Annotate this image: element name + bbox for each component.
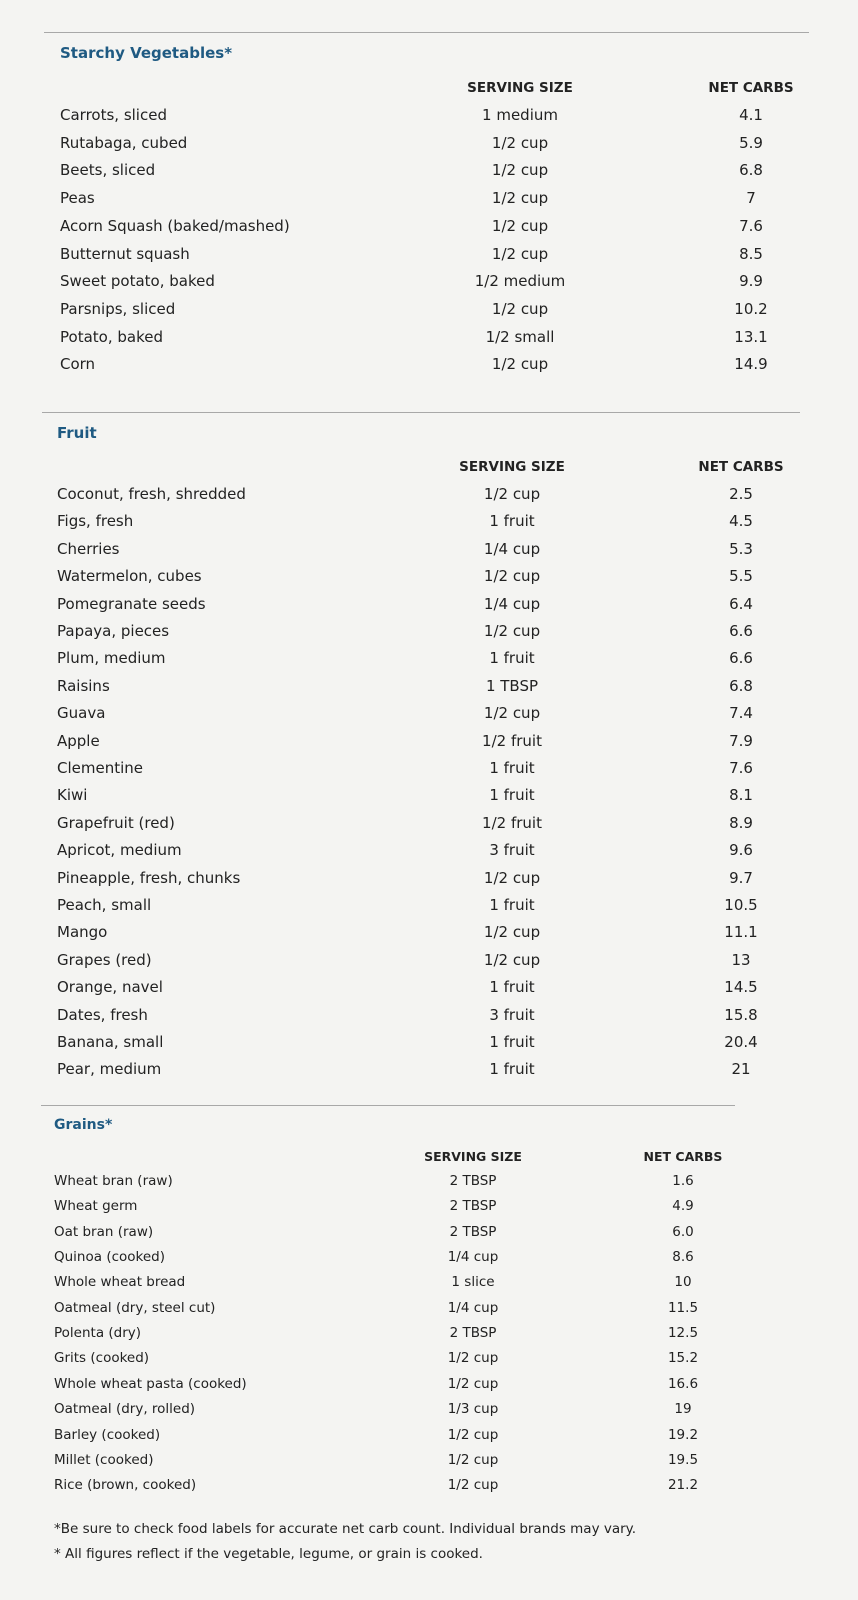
food-name: Raisins — [57, 676, 110, 695]
net-carbs-value: 14.5 — [724, 978, 758, 997]
serving-size: 1/2 cup — [447, 1350, 499, 1367]
serving-size: 1/2 fruit — [482, 731, 542, 750]
food-name: Rice (brown, cooked) — [54, 1477, 197, 1494]
section-title: Fruit — [57, 424, 97, 442]
net-carbs-value: 2.5 — [729, 485, 753, 503]
serving-size: 1/2 cup — [483, 868, 541, 887]
food-name: Guava — [57, 704, 106, 723]
net-carbs-value: 6.8 — [729, 676, 753, 695]
serving-size: 2 TBSP — [449, 1198, 497, 1215]
net-carbs-value: 5.3 — [729, 539, 753, 558]
serving-size: 1 fruit — [489, 1033, 535, 1051]
column-header-serving-size: SERVING SIZE — [424, 1149, 522, 1164]
column-header-net-carbs: NET CARBS — [643, 1149, 723, 1164]
net-carbs-value: 7.6 — [739, 216, 763, 235]
food-name: Oatmeal (dry, steel cut) — [54, 1299, 216, 1316]
net-carbs-value: 21.2 — [667, 1477, 699, 1494]
food-name: Polenta (dry) — [54, 1325, 142, 1342]
food-name: Kiwi — [57, 786, 88, 805]
serving-size: 1 fruit — [489, 512, 535, 531]
net-carbs-value: 4.5 — [729, 512, 753, 531]
food-name: Oat bran (raw) — [54, 1223, 154, 1240]
food-name: Orange, navel — [57, 978, 163, 997]
section-title: Starchy Vegetables* — [60, 44, 233, 62]
net-carbs-value: 7 — [746, 189, 756, 208]
net-carbs-value: 13.1 — [734, 327, 768, 346]
net-carbs-value: 11.1 — [724, 923, 758, 942]
food-name: Mango — [57, 923, 108, 942]
serving-size: 2 TBSP — [449, 1223, 497, 1240]
serving-size: 1/2 cup — [447, 1477, 499, 1494]
food-name: Peas — [60, 189, 95, 208]
serving-size: 1/4 cup — [447, 1299, 499, 1316]
section-divider — [44, 32, 809, 33]
serving-size: 3 fruit — [489, 1005, 535, 1024]
serving-size: 1/2 cup — [491, 355, 549, 374]
net-carbs-value: 12.5 — [667, 1325, 699, 1342]
serving-size: 1 slice — [451, 1274, 495, 1291]
column-header-serving-size: SERVING SIZE — [459, 459, 565, 475]
food-name: Whole wheat bread — [54, 1274, 186, 1291]
serving-size: 1/4 cup — [483, 594, 541, 613]
food-name: Corn — [60, 355, 96, 374]
net-carbs-value: 19 — [674, 1401, 692, 1418]
food-name: Plum, medium — [57, 649, 166, 668]
net-carbs-value: 8.6 — [672, 1249, 694, 1266]
net-carbs-value: 10 — [674, 1274, 692, 1291]
section-title: Grains* — [54, 1117, 113, 1133]
footnote-food-labels: *Be sure to check food labels for accurate net carb count. Individual brands may vary. — [54, 1521, 637, 1537]
serving-size: 1/2 cup — [483, 704, 541, 723]
serving-size: 1/2 cup — [483, 567, 541, 586]
net-carbs-value: 6.8 — [739, 161, 763, 180]
net-carbs-value: 7.6 — [729, 759, 753, 777]
food-name: Butternut squash — [60, 244, 190, 263]
serving-size: 1/2 cup — [447, 1426, 499, 1443]
food-name: Parsnips, sliced — [60, 299, 176, 318]
serving-size: 1/4 cup — [447, 1249, 499, 1266]
serving-size: 1/2 medium — [474, 272, 566, 291]
net-carbs-value: 9.7 — [729, 868, 753, 887]
serving-size: 1/4 cup — [483, 539, 541, 558]
serving-size: 1 fruit — [489, 759, 535, 777]
food-name: Barley (cooked) — [54, 1426, 161, 1443]
food-name: Wheat bran (raw) — [54, 1173, 173, 1189]
serving-size: 1/2 cup — [491, 244, 549, 263]
serving-size: 1/2 cup — [491, 299, 549, 318]
net-carbs-value: 6.6 — [729, 622, 753, 640]
food-name: Carrots, sliced — [60, 106, 167, 124]
serving-size: 1/3 cup — [447, 1401, 499, 1418]
food-name: Coconut, fresh, shredded — [57, 485, 246, 503]
food-name: Apple — [57, 731, 100, 750]
net-carbs-value: 9.9 — [739, 272, 763, 291]
food-name: Grapefruit (red) — [57, 813, 175, 832]
net-carbs-value: 7.4 — [729, 704, 753, 723]
serving-size: 1 fruit — [489, 978, 535, 997]
net-carbs-value: 10.2 — [734, 299, 768, 318]
net-carbs-value: 6.4 — [729, 594, 753, 613]
serving-size: 3 fruit — [489, 841, 535, 860]
food-name: Millet (cooked) — [54, 1451, 154, 1468]
serving-size: 1/2 cup — [447, 1451, 499, 1468]
net-carbs-value: 4.1 — [739, 106, 763, 124]
net-carbs-value: 13 — [731, 950, 751, 969]
food-name: Whole wheat pasta (cooked) — [54, 1375, 247, 1392]
net-carbs-value: 19.5 — [667, 1451, 699, 1468]
food-name: Papaya, pieces — [57, 622, 170, 640]
net-carbs-value: 8.1 — [729, 786, 753, 805]
food-name: Dates, fresh — [57, 1005, 148, 1024]
net-carbs-value: 14.9 — [734, 355, 768, 374]
food-name: Grapes (red) — [57, 950, 152, 969]
net-carbs-value: 5.9 — [739, 133, 763, 152]
column-header-net-carbs: NET CARBS — [698, 459, 784, 475]
food-name: Sweet potato, baked — [60, 272, 215, 291]
column-header-serving-size: SERVING SIZE — [467, 80, 573, 96]
food-name: Banana, small — [57, 1033, 164, 1051]
net-carbs-value: 5.5 — [729, 567, 753, 586]
food-name: Cherries — [57, 539, 120, 558]
food-name: Pear, medium — [57, 1060, 162, 1079]
food-name: Figs, fresh — [57, 512, 134, 531]
serving-size: 1/2 cup — [483, 923, 541, 942]
net-carbs-value: 6.6 — [729, 649, 753, 668]
serving-size: 1/2 cup — [483, 950, 541, 969]
serving-size: 1 fruit — [489, 1060, 535, 1079]
net-carbs-value: 19.2 — [667, 1426, 699, 1443]
net-carbs-value: 16.6 — [667, 1375, 699, 1392]
food-name: Apricot, medium — [57, 841, 182, 860]
net-carbs-value: 15.8 — [724, 1005, 758, 1024]
food-name: Grits (cooked) — [54, 1350, 150, 1367]
serving-size: 1 fruit — [489, 786, 535, 805]
net-carbs-value: 21 — [731, 1060, 751, 1079]
serving-size: 1/2 small — [485, 327, 555, 346]
serving-size: 1 medium — [482, 106, 558, 124]
food-name: Potato, baked — [60, 327, 163, 346]
net-carbs-value: 9.6 — [729, 841, 753, 860]
net-carbs-value: 8.5 — [739, 244, 763, 263]
food-name: Pineapple, fresh, chunks — [57, 868, 241, 887]
section-divider — [41, 1105, 735, 1106]
food-name: Clementine — [57, 759, 144, 777]
serving-size: 1/2 fruit — [482, 813, 542, 832]
serving-size: 1 fruit — [489, 896, 535, 914]
column-header-net-carbs: NET CARBS — [708, 80, 794, 96]
serving-size: 1 fruit — [489, 649, 535, 668]
net-carbs-value: 6.0 — [672, 1223, 694, 1240]
food-name: Beets, sliced — [60, 161, 156, 180]
net-carbs-value: 15.2 — [667, 1350, 699, 1367]
food-name: Wheat germ — [54, 1198, 138, 1215]
footnote-cooked-figures: * All figures reflect if the vegetable, legume, or grain is cooked. — [54, 1546, 483, 1562]
food-name: Peach, small — [57, 896, 152, 914]
serving-size: 1/2 cup — [483, 485, 541, 503]
food-name: Rutabaga, cubed — [60, 133, 188, 152]
section-divider — [42, 412, 800, 413]
food-name: Quinoa (cooked) — [54, 1249, 165, 1266]
net-carbs-value: 20.4 — [724, 1033, 758, 1051]
serving-size: 2 TBSP — [449, 1173, 497, 1189]
serving-size: 1/2 cup — [491, 189, 549, 208]
net-carbs-value: 7.9 — [729, 731, 753, 750]
net-carbs-value: 11.5 — [667, 1299, 699, 1316]
net-carbs-value: 4.9 — [672, 1198, 694, 1215]
serving-size: 1/2 cup — [447, 1375, 499, 1392]
serving-size: 1 TBSP — [485, 676, 539, 695]
net-carbs-value: 10.5 — [724, 896, 758, 914]
serving-size: 1/2 cup — [483, 622, 541, 640]
net-carbs-value: 1.6 — [672, 1173, 694, 1189]
net-carbs-value: 8.9 — [729, 813, 753, 832]
serving-size: 2 TBSP — [449, 1325, 497, 1342]
food-name: Acorn Squash (baked/mashed) — [60, 216, 290, 235]
food-name: Oatmeal (dry, rolled) — [54, 1401, 196, 1418]
serving-size: 1/2 cup — [491, 133, 549, 152]
food-name: Watermelon, cubes — [57, 567, 202, 586]
serving-size: 1/2 cup — [491, 216, 549, 235]
food-name: Pomegranate seeds — [57, 594, 206, 613]
serving-size: 1/2 cup — [491, 161, 549, 180]
